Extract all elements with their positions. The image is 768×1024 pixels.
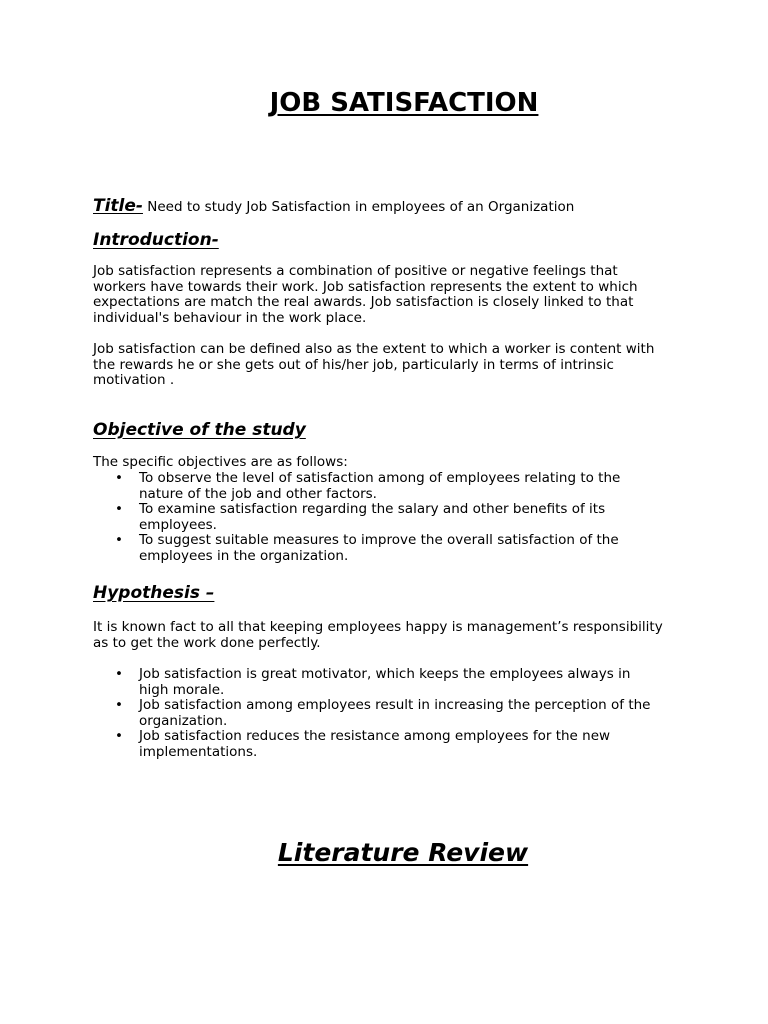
list-item-text: To suggest suitable measures to improve the overall satisfaction of the employees in the organization. (139, 532, 619, 564)
bullet-icon: • (115, 501, 123, 518)
objective-list (93, 471, 663, 565)
introduction-paragraph-1: Job satisfaction represents a combination of positive or negative feelings that workers have towards their work. Job satisfaction represents the extent to which expectations are match the real awards. Job satisfaction is closely linked to that individual's behaviour in the work place. (93, 263, 638, 326)
bullet-icon: • (115, 470, 123, 486)
list-item-text: Job satisfaction is great motivator, which keeps the employees always in high morale. (139, 666, 631, 698)
list-item (93, 533, 663, 564)
title-label: Title- (93, 196, 143, 216)
hypothesis-list (93, 667, 663, 761)
list-item-text: Job satisfaction among employees result in increasing the perception of the organization. (139, 697, 651, 729)
bullet-icon: • (115, 697, 123, 714)
hypothesis-heading: Hypothesis – (93, 583, 215, 603)
title-text: Need to study Job Satisfaction in employees of an Organization (142, 199, 575, 215)
list-item (93, 502, 663, 533)
document-title: JOB SATISFACTION (269, 88, 539, 118)
list-item (93, 698, 663, 729)
list-item (93, 471, 663, 502)
list-item (93, 667, 663, 698)
objective-intro: The specific objectives are as follows: (93, 454, 348, 470)
hypothesis-intro: It is known fact to all that keeping employees happy is management’s responsibility as to get the work done perfectly. (93, 619, 663, 651)
introduction-heading: Introduction- (93, 230, 219, 250)
list-item-text: Job satisfaction reduces the resistance among employees for the new implementations. (139, 728, 611, 760)
introduction-paragraph-2: Job satisfaction can be defined also as the extent to which a worker is content with the rewards he or she gets out of his/her job, particularly in terms of intrinsic motivation . (93, 341, 655, 389)
bullet-icon: • (115, 666, 123, 682)
title-line (93, 195, 713, 218)
list-item-text: To examine satisfaction regarding the salary and other benefits of its employees. (139, 501, 606, 533)
bullet-icon: • (115, 728, 123, 745)
objective-heading: Objective of the study (93, 420, 306, 440)
bullet-icon: • (115, 532, 123, 549)
list-item-text: To observe the level of satisfaction among of employees relating to the nature of the job and other factors. (139, 470, 621, 502)
list-item (93, 729, 663, 760)
literature-review-heading: Literature Review (277, 838, 529, 867)
